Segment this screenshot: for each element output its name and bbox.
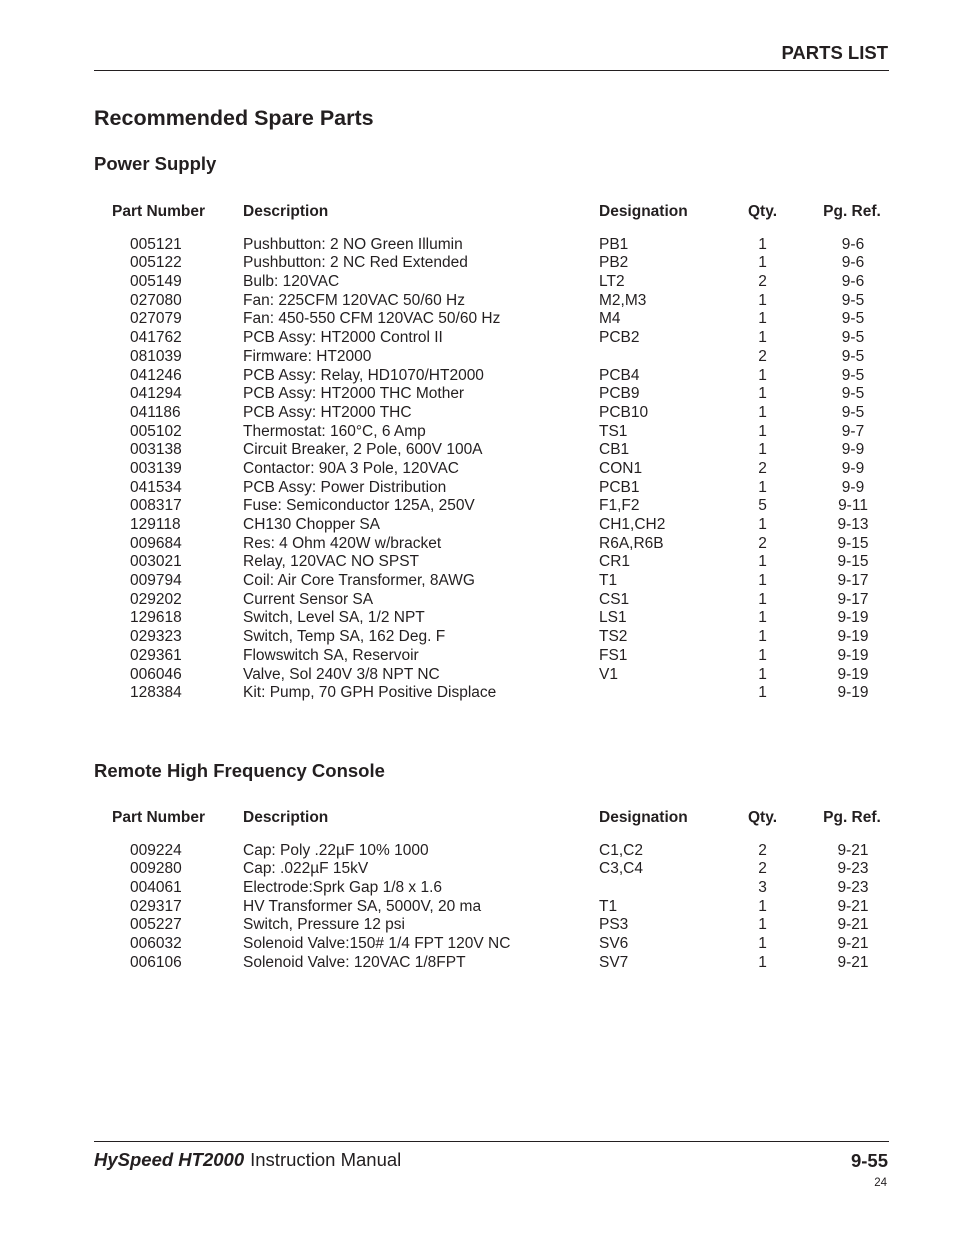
cell-part-number: 029323 [130, 628, 182, 646]
cell-pg-ref: 9-7 [841, 422, 865, 440]
footer-manual-label: Instruction Manual [250, 1149, 402, 1170]
cell-designation: CH1,CH2 [599, 516, 666, 533]
table-header-row [0, 809, 954, 828]
col-header-qty: Qty. [748, 809, 777, 826]
table-body [0, 842, 954, 973]
cell-designation: T1 [599, 572, 618, 590]
cell-qty: 1 [758, 235, 767, 253]
cell-description: Res: 4 Ohm 420W w/bracket [243, 534, 442, 552]
cell-qty: 2 [758, 841, 767, 859]
cell-qty: 1 [758, 628, 767, 646]
cell-pg-ref: 9-19 [837, 646, 869, 664]
cell-designation: SV7 [599, 953, 629, 971]
footer-page-number: 9-55 [850, 1150, 888, 1171]
cell-description: Pushbutton: 2 NC Red Extended [243, 254, 468, 272]
cell-qty: 5 [758, 497, 767, 515]
table-row [0, 535, 954, 554]
cell-pg-ref: 9-21 [837, 841, 869, 859]
cell-designation: M2,M3 [599, 291, 647, 309]
table-row [0, 647, 954, 666]
cell-description: Thermostat: 160°C, 6 Amp [243, 422, 426, 440]
footer-rule [94, 1141, 889, 1142]
table-row [0, 236, 954, 255]
cell-part-number: 129118 [130, 516, 181, 533]
cell-description: Kit: Pump, 70 GPH Positive Displace [243, 684, 497, 702]
cell-part-number: 003021 [130, 553, 182, 571]
cell-qty: 2 [758, 459, 767, 477]
cell-description: Circuit Breaker, 2 Pole, 600V 100A [243, 441, 483, 459]
cell-description: Cap: Poly .22µF 10% 1000 [243, 841, 429, 859]
cell-qty: 1 [758, 254, 767, 272]
table-row [0, 310, 954, 329]
cell-designation: PCB4 [599, 366, 640, 384]
cell-pg-ref: 9-17 [837, 590, 869, 608]
cell-part-number: 003138 [130, 441, 182, 459]
cell-description: Fan: 450-550 CFM 120VAC 50/60 Hz [243, 310, 501, 328]
cell-designation: PB2 [599, 254, 629, 272]
cell-designation: PB1 [599, 235, 629, 253]
page-title: Recommended Spare Parts [94, 106, 374, 130]
cell-part-number: 029361 [130, 646, 182, 664]
table-row [0, 666, 954, 685]
cell-part-number: 027079 [130, 310, 182, 328]
cell-designation: CB1 [599, 441, 630, 459]
cell-description: CH130 Chopper SA [243, 516, 380, 533]
cell-designation: TS2 [599, 628, 628, 646]
cell-qty: 1 [758, 385, 767, 403]
cell-designation: TS1 [599, 422, 628, 440]
cell-description: Contactor: 90A 3 Pole, 120VAC [243, 459, 459, 477]
col-header-qty: Qty. [748, 203, 777, 220]
cell-pg-ref: 9-9 [841, 459, 865, 477]
col-header-pg-ref: Pg. Ref. [823, 809, 881, 826]
cell-description: PCB Assy: Power Distribution [243, 478, 447, 496]
table-row [0, 684, 954, 703]
footer-brand-name: HySpeed HT2000 [94, 1149, 245, 1170]
cell-qty: 1 [758, 916, 767, 934]
cell-part-number: 005102 [130, 422, 182, 440]
cell-designation: R6A,R6B [599, 534, 664, 552]
table-row [0, 367, 954, 386]
cell-description: Cap: .022µF 15kV [243, 860, 369, 878]
cell-qty: 1 [758, 953, 767, 971]
cell-pg-ref: 9-13 [837, 516, 869, 533]
cell-pg-ref: 9-5 [841, 291, 865, 309]
cell-qty: 1 [758, 310, 767, 328]
cell-pg-ref: 9-19 [837, 665, 869, 683]
cell-designation: T1 [599, 897, 618, 915]
cell-description: Bulb: 120VAC [243, 273, 340, 291]
cell-designation: CS1 [599, 590, 630, 608]
table-row [0, 385, 954, 404]
cell-part-number: 029317 [130, 897, 182, 915]
cell-qty: 1 [758, 684, 767, 702]
table-row [0, 348, 954, 367]
col-header-designation: Designation [599, 203, 688, 220]
cell-pg-ref: 9-19 [837, 628, 869, 646]
col-header-designation: Designation [599, 809, 688, 826]
table-row [0, 516, 954, 535]
cell-designation: PS3 [599, 916, 629, 934]
table-row [0, 460, 954, 479]
cell-designation: PCB10 [599, 403, 649, 421]
cell-description: Pushbutton: 2 NO Green Illumin [243, 235, 463, 253]
cell-part-number: 006032 [130, 935, 182, 953]
cell-part-number: 009224 [130, 841, 182, 859]
cell-pg-ref: 9-6 [841, 273, 865, 291]
cell-qty: 3 [758, 879, 767, 897]
table-row [0, 404, 954, 423]
cell-qty: 2 [758, 534, 767, 552]
cell-pg-ref: 9-21 [837, 953, 869, 971]
cell-qty: 1 [758, 403, 767, 421]
table-row [0, 329, 954, 348]
cell-designation: C3,C4 [599, 860, 643, 878]
cell-pg-ref: 9-23 [837, 879, 869, 897]
parts-table-power-supply [0, 203, 954, 703]
cell-description: Solenoid Valve: 120VAC 1/8FPT [243, 953, 466, 971]
table-row [0, 423, 954, 442]
cell-designation: FS1 [599, 646, 628, 664]
table-row [0, 441, 954, 460]
table-row [0, 609, 954, 628]
cell-qty: 1 [758, 646, 767, 664]
cell-description: PCB Assy: HT2000 THC [243, 403, 412, 421]
cell-designation: F1,F2 [599, 497, 640, 515]
table-row [0, 572, 954, 591]
col-header-part-number: Part Number [112, 203, 206, 220]
cell-qty: 1 [758, 609, 767, 627]
cell-qty: 2 [758, 347, 767, 365]
cell-pg-ref: 9-5 [841, 385, 865, 403]
cell-qty: 2 [758, 273, 767, 291]
table-row [0, 497, 954, 516]
table-row [0, 553, 954, 572]
cell-description: Coil: Air Core Transformer, 8AWG [243, 572, 475, 590]
table-row [0, 916, 954, 935]
cell-description: Switch, Pressure 12 psi [243, 916, 405, 934]
cell-qty: 1 [758, 572, 767, 590]
cell-qty: 1 [758, 478, 767, 496]
table-row [0, 273, 954, 292]
cell-qty: 2 [758, 860, 767, 878]
cell-description: Switch, Level SA, 1/2 NPT [243, 609, 425, 627]
header-rule [94, 70, 889, 71]
table-header-row [0, 203, 954, 222]
cell-description: Electrode:Sprk Gap 1/8 x 1.6 [243, 879, 443, 897]
cell-qty: 1 [758, 422, 767, 440]
cell-pg-ref: 9-17 [837, 572, 869, 590]
table-row [0, 628, 954, 647]
table-row [0, 935, 954, 954]
cell-description: Switch, Temp SA, 162 Deg. F [243, 628, 446, 646]
cell-qty: 1 [758, 665, 767, 683]
cell-description: PCB Assy: Relay, HD1070/HT2000 [243, 366, 484, 384]
cell-pg-ref: 9-5 [841, 347, 865, 365]
cell-qty: 1 [758, 897, 767, 915]
cell-pg-ref: 9-15 [837, 534, 869, 552]
cell-pg-ref: 9-6 [841, 254, 865, 272]
cell-part-number: 006106 [130, 953, 182, 971]
cell-pg-ref: 9-9 [841, 478, 865, 496]
cell-pg-ref: 9-21 [837, 916, 869, 934]
cell-designation: C1,C2 [599, 841, 643, 859]
cell-designation: V1 [599, 665, 618, 683]
table-body [0, 236, 954, 703]
cell-designation: CON1 [599, 459, 643, 477]
cell-part-number: 041294 [130, 385, 182, 403]
col-header-description: Description [243, 809, 329, 826]
cell-description: PCB Assy: HT2000 THC Mother [243, 385, 465, 403]
cell-designation: LT2 [599, 273, 625, 291]
table-row [0, 842, 954, 861]
cell-description: Flowswitch SA, Reservoir [243, 646, 419, 664]
cell-pg-ref: 9-15 [837, 553, 869, 571]
cell-part-number: 005121 [130, 235, 182, 253]
cell-description: Firmware: HT2000 [243, 347, 372, 365]
cell-designation: PCB2 [599, 329, 640, 347]
table-row [0, 292, 954, 311]
col-header-pg-ref: Pg. Ref. [823, 203, 881, 220]
cell-designation: LS1 [599, 609, 627, 627]
cell-part-number: 008317 [130, 497, 182, 515]
cell-part-number: 128384 [130, 684, 182, 702]
cell-pg-ref: 9-5 [841, 366, 865, 384]
cell-pg-ref: 9-5 [841, 329, 865, 347]
cell-part-number: 006046 [130, 665, 182, 683]
cell-qty: 1 [758, 291, 767, 309]
cell-part-number: 005149 [130, 273, 182, 291]
cell-part-number: 081039 [130, 347, 182, 365]
cell-part-number: 004061 [130, 879, 182, 897]
page-header-title: PARTS LIST [781, 42, 888, 63]
cell-designation: CR1 [599, 553, 631, 571]
cell-part-number: 041762 [130, 329, 182, 347]
table-row [0, 591, 954, 610]
cell-part-number: 029202 [130, 590, 182, 608]
cell-pg-ref: 9-19 [837, 609, 869, 627]
table-row [0, 898, 954, 917]
cell-pg-ref: 9-21 [837, 897, 869, 915]
cell-qty: 1 [758, 516, 767, 533]
cell-pg-ref: 9-23 [837, 860, 869, 878]
cell-pg-ref: 9-11 [838, 497, 868, 515]
cell-qty: 1 [758, 366, 767, 384]
cell-part-number: 041246 [130, 366, 182, 384]
cell-part-number: 009684 [130, 534, 182, 552]
cell-part-number: 005227 [130, 916, 182, 934]
footer-sheet-number: 24 [874, 1177, 887, 1189]
cell-part-number: 003139 [130, 459, 182, 477]
cell-part-number: 009794 [130, 572, 182, 590]
table-row [0, 479, 954, 498]
cell-pg-ref: 9-6 [841, 235, 865, 253]
cell-description: PCB Assy: HT2000 Control II [243, 329, 443, 347]
cell-pg-ref: 9-19 [837, 684, 869, 702]
cell-description: Relay, 120VAC NO SPST [243, 553, 420, 571]
section-title-power-supply: Power Supply [94, 153, 217, 174]
table-row [0, 860, 954, 879]
cell-designation: M4 [599, 310, 621, 328]
parts-table-remote-hf-console [0, 809, 954, 973]
table-row [0, 879, 954, 898]
cell-qty: 1 [758, 441, 767, 459]
cell-description: HV Transformer SA, 5000V, 20 ma [243, 897, 482, 915]
cell-part-number: 005122 [130, 254, 182, 272]
cell-qty: 1 [758, 553, 767, 571]
cell-pg-ref: 9-5 [841, 310, 865, 328]
footer-manual-title [94, 1149, 401, 1171]
cell-description: Solenoid Valve:150# 1/4 FPT 120V NC [243, 935, 511, 953]
table-row [0, 954, 954, 973]
cell-qty: 1 [758, 329, 767, 347]
section-title-remote-hf-console: Remote High Frequency Console [94, 760, 385, 781]
cell-part-number: 041534 [130, 478, 182, 496]
cell-part-number: 009280 [130, 860, 182, 878]
cell-description: Fuse: Semiconductor 125A, 250V [243, 497, 475, 515]
cell-pg-ref: 9-21 [837, 935, 869, 953]
cell-part-number: 041186 [130, 403, 181, 421]
col-header-description: Description [243, 203, 329, 220]
cell-qty: 1 [758, 935, 767, 953]
cell-part-number: 129618 [130, 609, 182, 627]
cell-designation: PCB1 [599, 478, 640, 496]
cell-description: Valve, Sol 240V 3/8 NPT NC [243, 665, 440, 683]
cell-designation: PCB9 [599, 385, 640, 403]
cell-pg-ref: 9-5 [841, 403, 865, 421]
cell-designation: SV6 [599, 935, 629, 953]
cell-qty: 1 [758, 590, 767, 608]
table-row [0, 254, 954, 273]
cell-description: Current Sensor SA [243, 590, 374, 608]
cell-part-number: 027080 [130, 291, 182, 309]
cell-description: Fan: 225CFM 120VAC 50/60 Hz [243, 291, 465, 309]
col-header-part-number: Part Number [112, 809, 206, 826]
cell-pg-ref: 9-9 [841, 441, 865, 459]
